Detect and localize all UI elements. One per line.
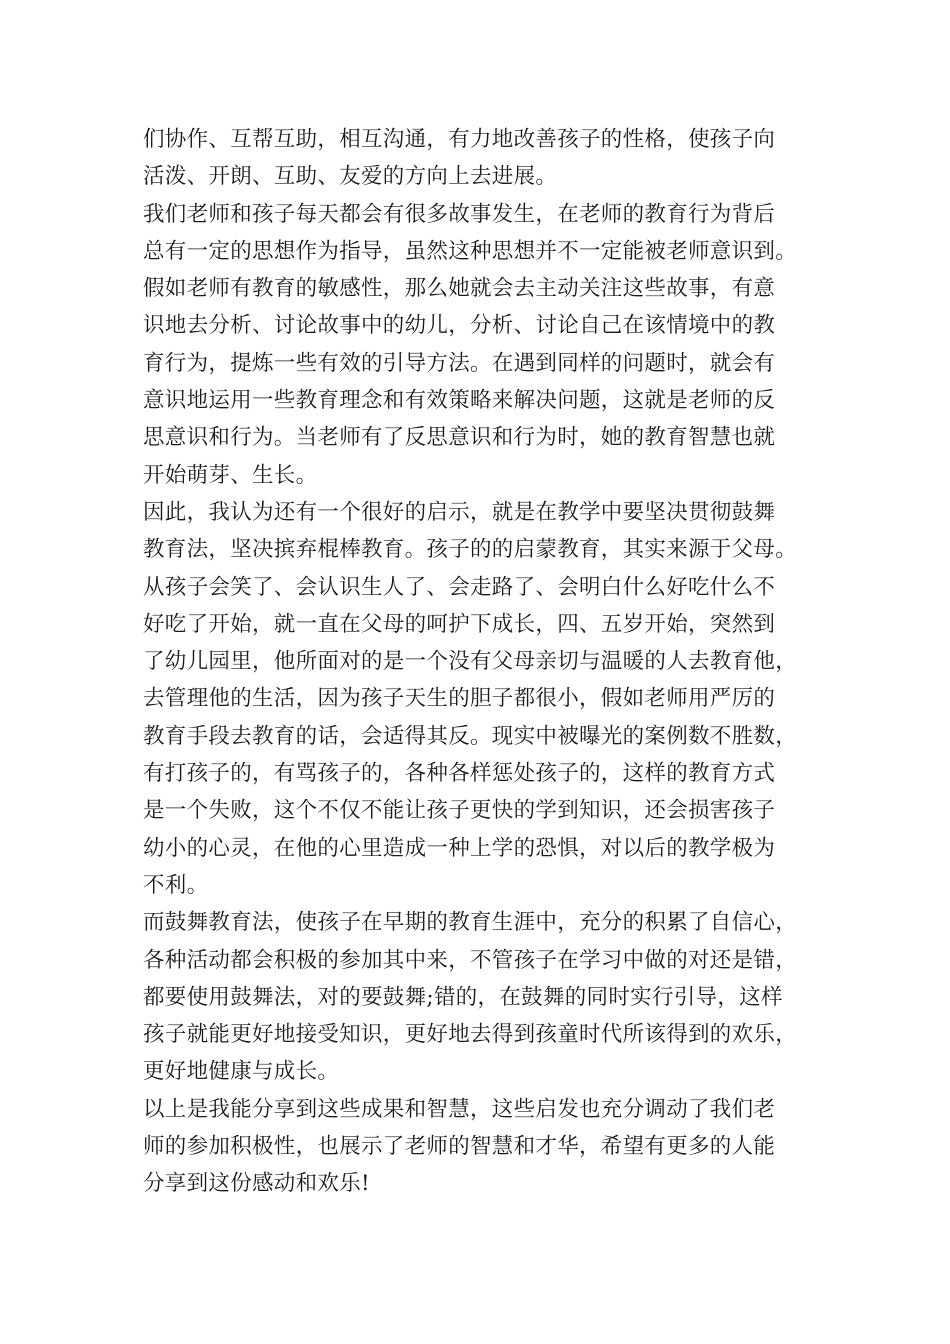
text-line: 思意识和行为。当老师有了反思意识和行为时，她的教育智慧也就: [143, 425, 776, 451]
text-line: 好吃了开始，就一直在父母的呵护下成长，四、五岁开始，突然到: [143, 611, 776, 637]
text-line: 育行为，提炼一些有效的引导方法。在遇到同样的问题时，就会有: [143, 350, 776, 376]
text-line: 是一个失败，这个不仅不能让孩子更快的学到知识，还会损害孩子: [143, 798, 776, 824]
text-line: 总有一定的思想作为指导，虽然这种思想并不一定能被老师意识到。: [143, 238, 798, 264]
text-line: 各种活动都会积极的参加其中来，不管孩子在学习中做的对还是错，: [143, 947, 798, 973]
text-line: 教育法，坚决摈弃棍棒教育。孩子的的启蒙教育，其实来源于父母。: [143, 537, 798, 563]
text-line: 活泼、开朗、互助、友爱的方向上去进展。: [143, 164, 558, 190]
text-line: 而鼓舞教育法，使孩子在早期的教育生涯中，充分的积累了自信心，: [143, 910, 798, 936]
text-line: 开始萌芽、生长。: [143, 462, 318, 488]
text-line: 有打孩子的，有骂孩子的，各种各样惩处孩子的，这样的教育方式: [143, 761, 776, 787]
text-line: 从孩子会笑了、会认识生人了、会走路了、会明白什么好吃什么不: [143, 574, 776, 600]
text-line: 假如老师有教育的敏感性，那么她就会去主动关注这些故事，有意: [143, 276, 776, 302]
text-line: 意识地运用一些教育理念和有效策略来解决问题，这就是老师的反: [143, 388, 776, 414]
text-line: 分享到这份感动和欢乐!: [143, 1171, 370, 1197]
text-line: 了幼儿园里，他所面对的是一个没有父母亲切与温暖的人去教育他，: [143, 649, 798, 675]
text-line: 去管理他的生活，因为孩子天生的胆子都很小，假如老师用严厉的: [143, 686, 776, 712]
text-line: 教育手段去教育的话，会适得其反。现实中被曝光的案例数不胜数，: [143, 723, 798, 749]
text-line: 师的参加积极性，也展示了老师的智慧和才华，希望有更多的人能: [143, 1134, 776, 1160]
text-line: 幼小的心灵，在他的心里造成一种上学的恐惧，对以后的教学极为: [143, 835, 776, 861]
text-line: 孩子就能更好地接受知识，更好地去得到孩童时代所该得到的欢乐，: [143, 1022, 798, 1048]
text-line: 因此，我认为还有一个很好的启示，就是在教学中要坚决贯彻鼓舞: [143, 499, 776, 525]
text-line: 不利。: [143, 872, 209, 898]
text-line: 以上是我能分享到这些成果和智慧，这些启发也充分调动了我们老: [143, 1096, 776, 1122]
text-line: 我们老师和孩子每天都会有很多故事发生，在老师的教育行为背后: [143, 201, 776, 227]
text-line: 们协作、互帮互助，相互沟通，有力地改善孩子的性格，使孩子向: [143, 127, 776, 152]
document-body: [143, 121, 833, 1203]
text-line: 都要使用鼓舞法，对的要鼓舞;错的，在鼓舞的同时实行引导，这样: [143, 984, 783, 1010]
text-line: 更好地健康与成长。: [143, 1059, 340, 1085]
text-line: 识地去分析、讨论故事中的幼儿，分析、讨论自己在该情境中的教: [143, 313, 776, 339]
